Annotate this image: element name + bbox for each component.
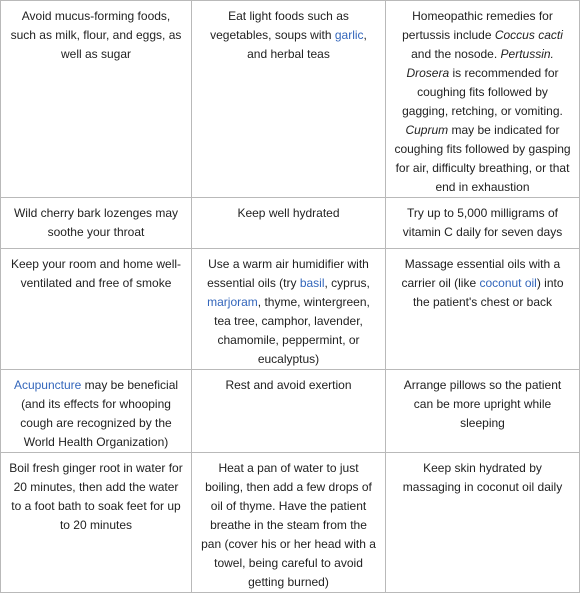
cell-text: Keep your room and home well-ventilated and free of smoke — [10, 257, 182, 290]
table-cell — [386, 370, 580, 453]
cell-text: Keep skin hydrated by massaging in coconut oil daily — [402, 461, 563, 494]
cell-text: is recommended for coughing fits followed by gagging, retching, or vomiting. — [402, 66, 563, 118]
table-row — [1, 1, 580, 198]
cell-text: Arrange pillows so the patient can be more upright while sleeping — [403, 378, 562, 430]
table-row — [1, 249, 580, 370]
table-cell — [192, 1, 386, 198]
cell-text: Rest and avoid exertion — [225, 378, 352, 392]
cell-text: Avoid mucus-forming foods, such as milk, flour, and eggs, as well as sugar — [10, 9, 182, 61]
cell-text: , cyprus, — [324, 276, 370, 290]
table-cell — [192, 249, 386, 370]
table-cell — [1, 249, 192, 370]
cell-text: Homeopathic remedies for pertussis include — [402, 9, 553, 42]
cell-text: , thyme, wintergreen, tea tree, camphor, lavender, chamomile, peppermint, or eucalyptus) — [214, 295, 370, 366]
table-cell — [1, 453, 192, 593]
table-cell — [192, 198, 386, 249]
basil-link[interactable]: basil — [299, 276, 325, 290]
cell-text: Use a warm air humidifier with essential oils (try — [207, 257, 369, 290]
marjoram-link[interactable]: marjoram — [207, 295, 258, 309]
cell-text: , and herbal teas — [247, 28, 367, 61]
acupuncture-link[interactable]: Acupuncture — [13, 378, 82, 392]
table-cell — [192, 453, 386, 593]
cell-text: Eat light foods such as vegetables, soups with — [210, 9, 349, 42]
cell-text: Keep well hydrated — [237, 206, 340, 220]
cell-text: Heat a pan of water to just boiling, then add a few drops of oil of thyme. Have the patient breathe in the steam from the pan (cover his or her head with a towel, being careful to avoid getting burned) — [201, 461, 376, 589]
remedy-name: Coccus cacti — [494, 28, 563, 42]
coconut-oil-link[interactable]: coconut oil — [479, 276, 537, 290]
table-row — [1, 370, 580, 453]
table-cell — [1, 370, 192, 453]
table-row — [1, 198, 580, 249]
table-cell — [386, 1, 580, 198]
remedy-name: Pertussin. Drosera — [406, 47, 554, 80]
table-row — [1, 453, 580, 593]
table-cell — [386, 198, 580, 249]
table-cell — [1, 1, 192, 198]
table-cell — [386, 249, 580, 370]
cell-text: ) into the patient's chest or back — [412, 276, 564, 309]
cell-text: may be indicated for coughing fits followed by gasping for air, difficulty breathing, or that end in exhaustion — [394, 123, 571, 194]
cell-text: may be beneficial (and its effects for whooping cough are recognized by the World Health Organization) — [20, 378, 179, 449]
table-cell — [192, 370, 386, 453]
garlic-link[interactable]: garlic — [334, 28, 364, 42]
cell-text: Boil fresh ginger root in water for 20 minutes, then add the water to a foot bath to soak feet for up to 20 minutes — [9, 461, 183, 532]
table-cell — [386, 453, 580, 593]
cell-text: Wild cherry bark lozenges may soothe your throat — [13, 206, 179, 239]
cell-text: Try up to 5,000 milligrams of vitamin C daily for seven days — [402, 206, 563, 239]
cell-text: and the nosode. — [411, 47, 501, 61]
cell-text: Massage essential oils with a carrier oil (like — [401, 257, 561, 290]
table-cell — [1, 198, 192, 249]
remedy-name: Cuprum — [405, 123, 449, 137]
